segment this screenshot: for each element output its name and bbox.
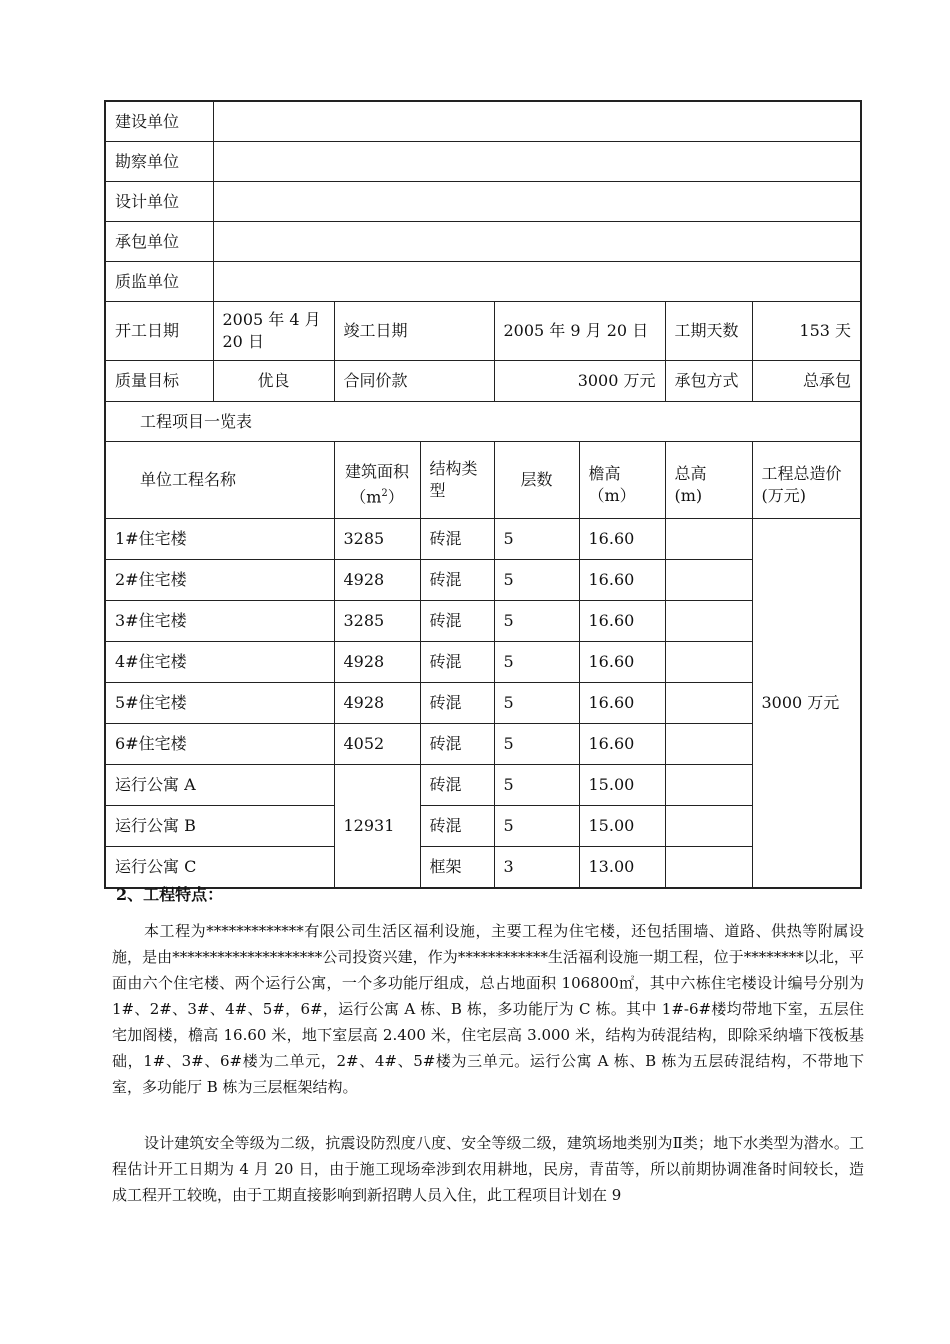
info-row-survey xyxy=(105,142,861,182)
design-unit-label: 设计单位 xyxy=(105,182,213,222)
building-eave: 15.00 xyxy=(579,765,665,806)
building-area: 3285 xyxy=(334,601,420,642)
project-info-table xyxy=(104,100,862,889)
list-title: 工程项目一览表 xyxy=(105,402,861,442)
col-header-cost-unit: (万元) xyxy=(761,486,806,505)
building-floors: 5 xyxy=(494,642,579,683)
building-area: 4928 xyxy=(334,642,420,683)
design-unit-value xyxy=(213,182,861,222)
building-name: 5#住宅楼 xyxy=(105,683,334,724)
table-row xyxy=(105,806,861,847)
building-name: 运行公寓 A xyxy=(105,765,334,806)
survey-unit-label: 勘察单位 xyxy=(105,142,213,182)
table-row xyxy=(105,560,861,601)
section-heading: 2、工程特点： xyxy=(116,885,224,904)
info-row-design xyxy=(105,182,861,222)
building-eave: 16.60 xyxy=(579,560,665,601)
table-row xyxy=(105,724,861,765)
col-header-eave-unit: （m） xyxy=(588,486,636,505)
end-date-value: 2005 年 9 月 20 日 xyxy=(494,302,665,361)
building-floors: 5 xyxy=(494,806,579,847)
list-title-row xyxy=(105,402,861,442)
building-area: 4928 xyxy=(334,560,420,601)
start-date-label: 开工日期 xyxy=(105,302,213,361)
table-row xyxy=(105,519,861,560)
building-structure: 砖混 xyxy=(420,683,494,724)
building-structure: 砖混 xyxy=(420,765,494,806)
apartments-area: 12931 xyxy=(334,765,420,889)
building-structure: 砖混 xyxy=(420,519,494,560)
col-header-name: 单位工程名称 xyxy=(105,442,334,519)
building-name: 3#住宅楼 xyxy=(105,601,334,642)
col-header-cost xyxy=(752,442,861,519)
building-total-height xyxy=(665,847,752,889)
duration-label: 工期天数 xyxy=(665,302,752,361)
col-header-area-unit-sup: 2 xyxy=(381,488,388,500)
quality-row xyxy=(105,361,861,402)
col-header-total-height xyxy=(665,442,752,519)
duration-value: 153 天 xyxy=(752,302,861,361)
building-name: 运行公寓 C xyxy=(105,847,334,889)
building-floors: 5 xyxy=(494,560,579,601)
building-eave: 13.00 xyxy=(579,847,665,889)
building-floors: 5 xyxy=(494,683,579,724)
building-total-height xyxy=(665,601,752,642)
table-row xyxy=(105,683,861,724)
paragraph-project-overview: 本工程为*************有限公司生活区福利设施，主要工程为住宅楼，还包括围墙、道路、供热等附属设施，是由********************公司投资兴建，作为************生活福利设施一期工程，位于********以北，平面由六个住宅楼、两个运行公寓，一个多功能厅组成，总占地面积 106800㎡，其中六栋住宅楼设计编号分别为 1#、2#、3#、4#、5#，6#，运行公寓 A 栋、B 栋，多功能厅为 C 栋。其中 1#-6#楼均带地下室，五层住宅加阁楼，檐高 16.60 米，地下室层高 2.400 米，住宅层高 3.000 米，结构为砖混结构，即除采纳墙下筏板基础，1#、3#、6#楼为二单元，2#、4#、5#楼为三单元。运行公寓 A 栋、B 栋为五层砖混结构，不带地下室，多功能厅 B 栋为三层框架结构。 xyxy=(112,922,864,1096)
building-total-height xyxy=(665,806,752,847)
building-structure: 砖混 xyxy=(420,806,494,847)
building-area: 4052 xyxy=(334,724,420,765)
building-area: 4928 xyxy=(334,683,420,724)
building-total-height xyxy=(665,560,752,601)
col-header-structure: 结构类型 xyxy=(420,442,494,519)
contract-price-label: 合同价款 xyxy=(334,361,494,402)
table-row xyxy=(105,642,861,683)
contract-method-value: 总承包 xyxy=(752,361,861,402)
end-date-label: 竣工日期 xyxy=(334,302,494,361)
contract-price-value: 3000 万元 xyxy=(494,361,665,402)
building-structure: 砖混 xyxy=(420,642,494,683)
table-row xyxy=(105,601,861,642)
total-cost-value: 3000 万元 xyxy=(752,519,861,889)
col-header-eave xyxy=(579,442,665,519)
supervision-unit-value xyxy=(213,262,861,302)
col-header-total-height-label: 总高 xyxy=(674,464,707,483)
building-floors: 3 xyxy=(494,847,579,889)
building-total-height xyxy=(665,683,752,724)
column-header-row xyxy=(105,442,861,519)
construction-unit-label: 建设单位 xyxy=(105,101,213,142)
start-date-value: 2005 年 4 月 20 日 xyxy=(213,302,334,361)
building-total-height xyxy=(665,642,752,683)
building-structure: 砖混 xyxy=(420,560,494,601)
building-name: 2#住宅楼 xyxy=(105,560,334,601)
col-header-cost-label: 工程总造价 xyxy=(761,464,842,483)
building-eave: 16.60 xyxy=(579,724,665,765)
contractor-unit-value xyxy=(213,222,861,262)
info-row-supervision xyxy=(105,262,861,302)
survey-unit-value xyxy=(213,142,861,182)
quality-target-value: 优良 xyxy=(213,361,334,402)
col-header-area xyxy=(334,442,420,519)
col-header-area-unit-open: （m xyxy=(350,487,382,507)
construction-unit-value xyxy=(213,101,861,142)
building-name: 4#住宅楼 xyxy=(105,642,334,683)
building-name: 运行公寓 B xyxy=(105,806,334,847)
col-header-floors: 层数 xyxy=(494,442,579,519)
contractor-unit-label: 承包单位 xyxy=(105,222,213,262)
building-floors: 5 xyxy=(494,724,579,765)
building-eave: 15.00 xyxy=(579,806,665,847)
contract-method-label: 承包方式 xyxy=(665,361,752,402)
building-structure: 砖混 xyxy=(420,601,494,642)
building-floors: 5 xyxy=(494,765,579,806)
building-eave: 16.60 xyxy=(579,601,665,642)
info-row-contractor xyxy=(105,222,861,262)
table-row xyxy=(105,765,861,806)
building-total-height xyxy=(665,519,752,560)
col-header-eave-label: 檐高 xyxy=(588,464,621,483)
building-structure: 框架 xyxy=(420,847,494,889)
supervision-unit-label: 质监单位 xyxy=(105,262,213,302)
col-header-area-label: 建筑面积 xyxy=(344,462,409,482)
building-area: 3285 xyxy=(334,519,420,560)
paragraph-design-and-schedule: 设计建筑安全等级为二级，抗震设防烈度八度、安全等级二级，建筑场地类别为Ⅱ类；地下水类型为潜水。工程估计开工日期为 4 月 20 日，由于施工现场牵涉到农用耕地，民房，青苗等，所以前期协调准备时间较长，造成工程开工较晚，由于工期直接影响到新招聘人员入住，此工程项目计划在 9 xyxy=(112,1134,864,1204)
col-header-total-height-unit: (m) xyxy=(674,486,703,505)
building-eave: 16.60 xyxy=(579,642,665,683)
info-row-construction xyxy=(105,101,861,142)
dates-row xyxy=(105,302,861,361)
building-floors: 5 xyxy=(494,519,579,560)
col-header-area-unit-close: ） xyxy=(387,487,404,507)
quality-target-label: 质量目标 xyxy=(105,361,213,402)
building-name: 6#住宅楼 xyxy=(105,724,334,765)
building-total-height xyxy=(665,765,752,806)
building-total-height xyxy=(665,724,752,765)
building-eave: 16.60 xyxy=(579,519,665,560)
building-floors: 5 xyxy=(494,601,579,642)
building-name: 1#住宅楼 xyxy=(105,519,334,560)
building-eave: 16.60 xyxy=(579,683,665,724)
building-structure: 砖混 xyxy=(420,724,494,765)
